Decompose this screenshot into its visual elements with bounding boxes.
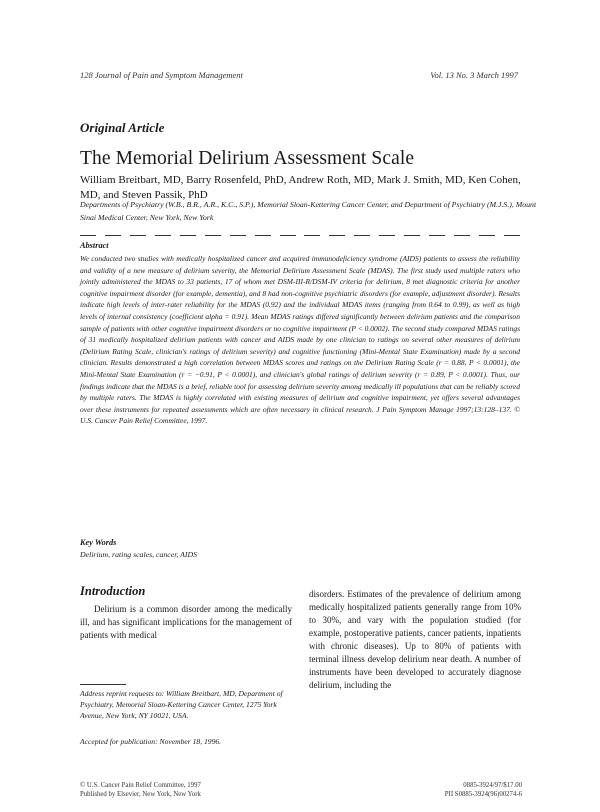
keywords-heading: Key Words bbox=[80, 538, 117, 547]
keywords-text: Delirium, rating scales, cancer, AIDS bbox=[80, 550, 198, 559]
introduction-right-column: disorders. Estimates of the prevalence of delirium among medically hospitalized patients generally range from 10% to 30%, and vary with the population studied (for example, postoperative patients, cancer patients, inpatients with chronic diseases). Up to 80% of patients with terminal illness develop delirium near death. A number of instruments have been developed to accurately diagnose delirium, including the bbox=[309, 589, 521, 690]
introduction-heading: Introduction bbox=[80, 584, 146, 598]
footer-pii: PII S0885-3924(96)00274-6 bbox=[444, 791, 522, 798]
abstract-text: We conducted two studies with medically hospitalized cancer and acquired immunodeficiency syndrome (AIDS) patients to assess the reliability and validity of a new measure of delirium severity, the Memorial Delirium Assessment Scale (MDAS). The first study used multiple raters who jointly administered the MDAS to 33 patients, 17 of whom met DSM-III-R/DSM-IV criteria for delirium, 8 met diagnostic criteria for another cognitive impairment disorder (for example, dementia), and 8 had non-cognitive psychiatric disorders (for example, adjustment disorder). Results indicate high levels of inter-rater reliability for the MDAS (0.92) and the individual MDAS items (ranging from 0.64 to 0.99), as well as high levels of internal consistency (coefficient alpha = 0.91). Mean MDAS ratings differed significantly between delirium patients and the comparison sample of patients with other cognitive impairment disorders or no cognitive impairment (P < 0.0002). The second study compared MDAS ratings of 31 medically hospitalized delirium patients with cancer and AIDS made by one clinician to ratings on several other measures of delirium (Delirium Rating Scale, clinician's ratings of delirium severity) and cognitive functioning (Mini-Mental State Examination) made by a second clinician. Results demonstrated a high correlation between MDAS scores and ratings on the Delirium Rating Scale (r = 0.88, P < 0.0001), the Mini-Mental State Examination (r = −0.91, P < 0.0001), and clinician's global ratings of delirium severity (r = 0.89, P < 0.0001). Thus, our findings indicate that the MDAS is a brief, reliable tool for assessing delirium severity among medically ill populations that can be reliably scored by multiple raters. The MDAS is highly correlated with existing measures of delirium and cognitive impairment, yet offers several advantages over these instruments for repeated assessments which are often necessary in clinical research. J Pain Symptom Manage 1997;13:128–137. © U.S. Cancer Pain Relief Committee, 1997. bbox=[80, 254, 520, 426]
introduction-left-column: Delirium is a common disorder among the medically ill, and has significant implications for the management of patients with medical bbox=[80, 604, 292, 640]
author-list: William Breitbart, MD, Barry Rosenfeld, PhD, Andrew Roth, MD, Mark J. Smith, MD, Ken Cohen, MD, and Steven Passik, PhD bbox=[80, 174, 521, 201]
section-divider bbox=[80, 232, 520, 238]
running-header-right: Vol. 13 No. 3 March 1997 bbox=[430, 70, 518, 80]
footer-issn: 0885-3924/97/$17.00 bbox=[463, 782, 522, 789]
article-type: Original Article bbox=[80, 120, 165, 135]
reprint-address: Address reprint requests to: William Breitbart, MD, Department of Psychiatry, Memorial Sloan-Kettering Cancer Center, 1275 York Avenue, New York, NY 10021, USA. bbox=[80, 689, 283, 721]
running-header-left: 128 Journal of Pain and Symptom Management bbox=[80, 70, 243, 80]
footer-identifiers bbox=[445, 781, 522, 799]
footnote-rule bbox=[80, 684, 126, 685]
footer-copyright bbox=[80, 781, 201, 799]
article-title: The Memorial Delirium Assessment Scale bbox=[80, 148, 415, 169]
accepted-date: Accepted for publication: November 18, 1996. bbox=[80, 737, 222, 746]
footer-copyright-line: © U.S. Cancer Pain Relief Committee, 1997 bbox=[80, 782, 201, 789]
footer-publisher-line: Published by Elsevier, New York, New York bbox=[80, 791, 201, 798]
affiliations: Departments of Psychiatry (W.B., B.R., A.R., K.C., S.P.), Memorial Sloan-Kettering Cancer Center, and Department of Psychiatry (M.J.S.), Mount Sinai Medical Center, New York, New York bbox=[80, 200, 537, 222]
abstract-heading: Abstract bbox=[80, 241, 109, 250]
